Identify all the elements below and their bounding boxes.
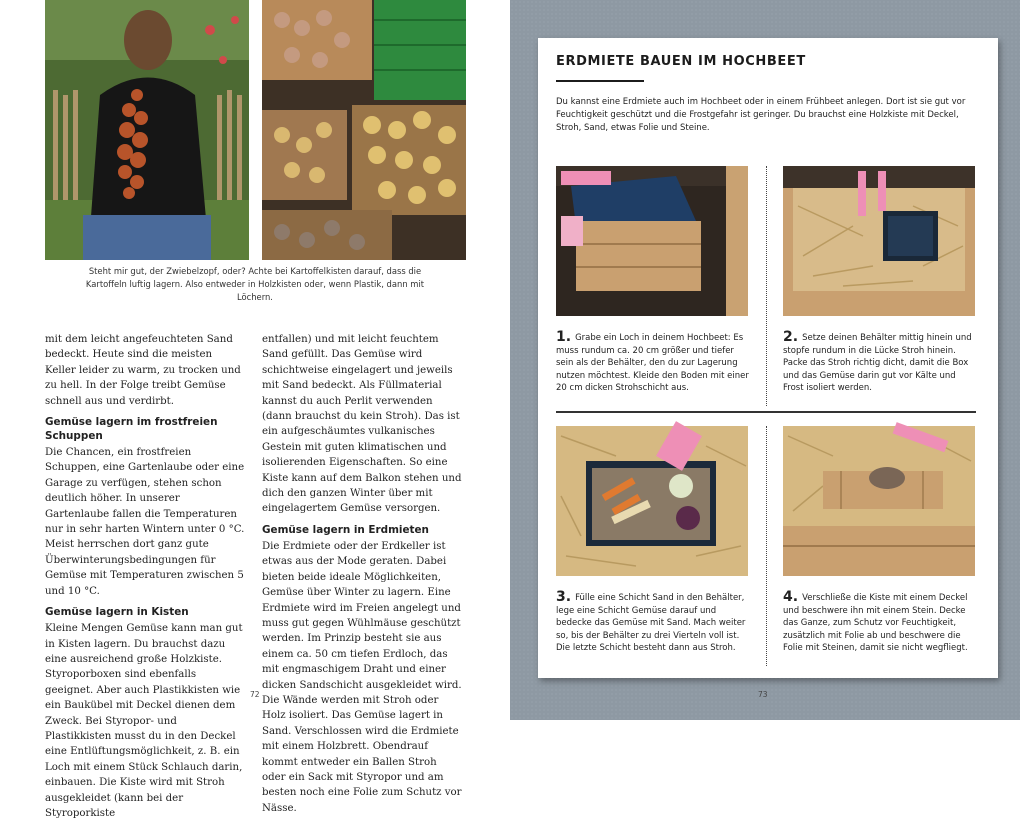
subheading: Gemüse lagern in Erdmieten — [262, 523, 429, 536]
intro-text: Du kannst eine Erdmiete auch im Hochbeet oder in einem Frühbeet anlegen. Dort ist sie gut vor Feuchtigkeit geschützt und die Frostgefahr ist geringer. Du brauchst eine Holzkiste mit Deckel, Stroh, Sand, etwas Folie und Steine. — [556, 97, 966, 133]
step-2-photo — [783, 166, 975, 316]
right-page — [510, 0, 1020, 720]
paragraph: Kleine Mengen Gemüse kann man gut in Kisten lagern. Du brauchst dazu eine ausreichend große Holzkiste. Styroporboxen sind ebenfalls geeignet. Aber auch Plastikkisten wie ein Baukübel mit Deckel dienen dem Zweck. Bei Styropor- und Plastikkisten musst du in den Deckel eine Entlüftungsmöglichkeit, z. B. ein Loch mit einem Stück Schlauch darin, einbauen. Die Kiste wird mit Stroh ausgekleidet (kann bei der Styroporkiste — [45, 623, 243, 819]
step-number: 4. — [783, 589, 799, 605]
step-number: 3. — [556, 589, 572, 605]
step-4-text — [783, 591, 978, 655]
subheading: Gemüse lagern im frostfreien Schuppen — [45, 416, 218, 443]
step-number: 1. — [556, 329, 572, 345]
step-4-photo — [783, 426, 975, 576]
step-3-photo — [556, 426, 748, 576]
photo-caption: Steht mir gut, der Zwiebelzopf, oder? Achte bei Kartoffelkisten darauf, dass die Kartoffeln luftig lagern. Also entweder in Holzkisten oder, wenn Plastik, dann mit Löchern. — [85, 266, 425, 302]
paragraph: Die Chancen, ein frostfreien Schuppen, eine Gartenlaube oder eine Garage zu verfügen, stehen schon deutlich höher. In unserer Gartenlaube fallen die Temperaturen nur in sehr harten Wintern unter 0 °C. Meist herrschen dort ganz gute Überwinterungsbedingungen für Gemüse mit Temperaturen zwischen 5 und 10 °C. — [45, 447, 245, 597]
text-column-1 — [45, 332, 245, 821]
step-1-photo — [556, 166, 748, 316]
text-column-2 — [262, 332, 462, 816]
step-description: Fülle eine Schicht Sand in den Behälter, lege eine Schicht Gemüse darauf und bedecke das Gemüse mit Sand. Mach weiter so, bis der Behälter zu drei Vierteln voll ist. Die letzte Schicht besteht dann aus Stroh. — [556, 593, 746, 654]
step-number: 2. — [783, 329, 799, 345]
photo-onion-braid — [45, 0, 249, 260]
card-title: ERDMIETE BAUEN IM HOCHBEET — [556, 54, 806, 69]
step-description: Verschließe die Kiste mit einem Deckel und beschwere ihn mit einem Stein. Decke das Ganze, zum Schutz vor Feuchtigkeit, zusätzlich mit Folie ab und beschwere die Folie mit Steinen, damit sie nicht wegfliegt. — [783, 593, 968, 654]
vertical-divider — [766, 166, 767, 406]
step-3-text — [556, 591, 751, 655]
step-1-text — [556, 331, 751, 395]
horizontal-divider — [556, 411, 976, 413]
left-page — [0, 0, 510, 819]
paragraph: entfallen) und mit leicht feuchtem Sand gefüllt. Das Gemüse wird schichtweise eingelagert und jeweils mit Sand bedeckt. Als Füllmaterial kannst du auch Perlit verwenden (dann brauchst du kein Stroh). Das ist ein aufgeschäumtes vulkanisches Gestein mit guten klimatischen und isolierenden Eigenschaften. So eine Kiste kann auf dem Balkon stehen und dich den ganzen Winter über mit eingelagertem Gemüse versorgen. — [262, 334, 462, 515]
step-description: Setze deinen Behälter mittig hinein und stopfe rundum in die Lücke Stroh hinein. Packe das Stroh richtig dicht, damit die Box und das Gemüse darin gut vor Kälte und Frost isoliert werden. — [783, 333, 972, 394]
photo-potato-crates — [262, 0, 466, 260]
vertical-divider — [766, 426, 767, 666]
subheading: Gemüse lagern in Kisten — [45, 606, 189, 619]
step-description: Grabe ein Loch in deinem Hochbeet: Es muss rundum ca. 20 cm größer und tiefer sein als der Behälter, den du zur Lagerung nutzen möchtest. Kleide den Boden mit einer 20 cm dicken Strohschicht aus. — [556, 333, 749, 394]
paragraph: mit dem leicht angefeuchteten Sand bedeckt. Heute sind die meisten Keller leider zu warm, zu trocken und zu hell. In der Folge treibt Gemüse schnell aus und verdirbt. — [45, 334, 241, 407]
paragraph: Die Erdmiete oder der Erdkeller ist etwas aus der Mode geraten. Dabei bieten beide ideale Möglichkeiten, Gemüse über Winter zu lagern. Eine Erdmiete wird im Freien angelegt und muss gut gegen Wühlmäuse geschützt werden. Im Prinzip besteht sie aus einem ca. 50 cm tiefen Erdloch, das mit engmaschigem Draht und einer dicken Sandschicht ausgekleidet wird. Die Wände werden mit Stroh oder Holz isoliert. Das Gemüse lagert in Sand. Verschlossen wird die Erdmiete mit einem Holzbrett. Obendrauf kommt entweder ein Ballen Stroh oder ein Sack mit Styropor und am besten noch eine Folie zum Schutz vor Nässe. — [262, 540, 462, 814]
step-2-text — [783, 331, 978, 395]
instruction-card — [538, 38, 998, 678]
page-number: 72 — [250, 690, 260, 699]
page-number: 73 — [758, 690, 768, 699]
title-underline — [556, 80, 644, 82]
